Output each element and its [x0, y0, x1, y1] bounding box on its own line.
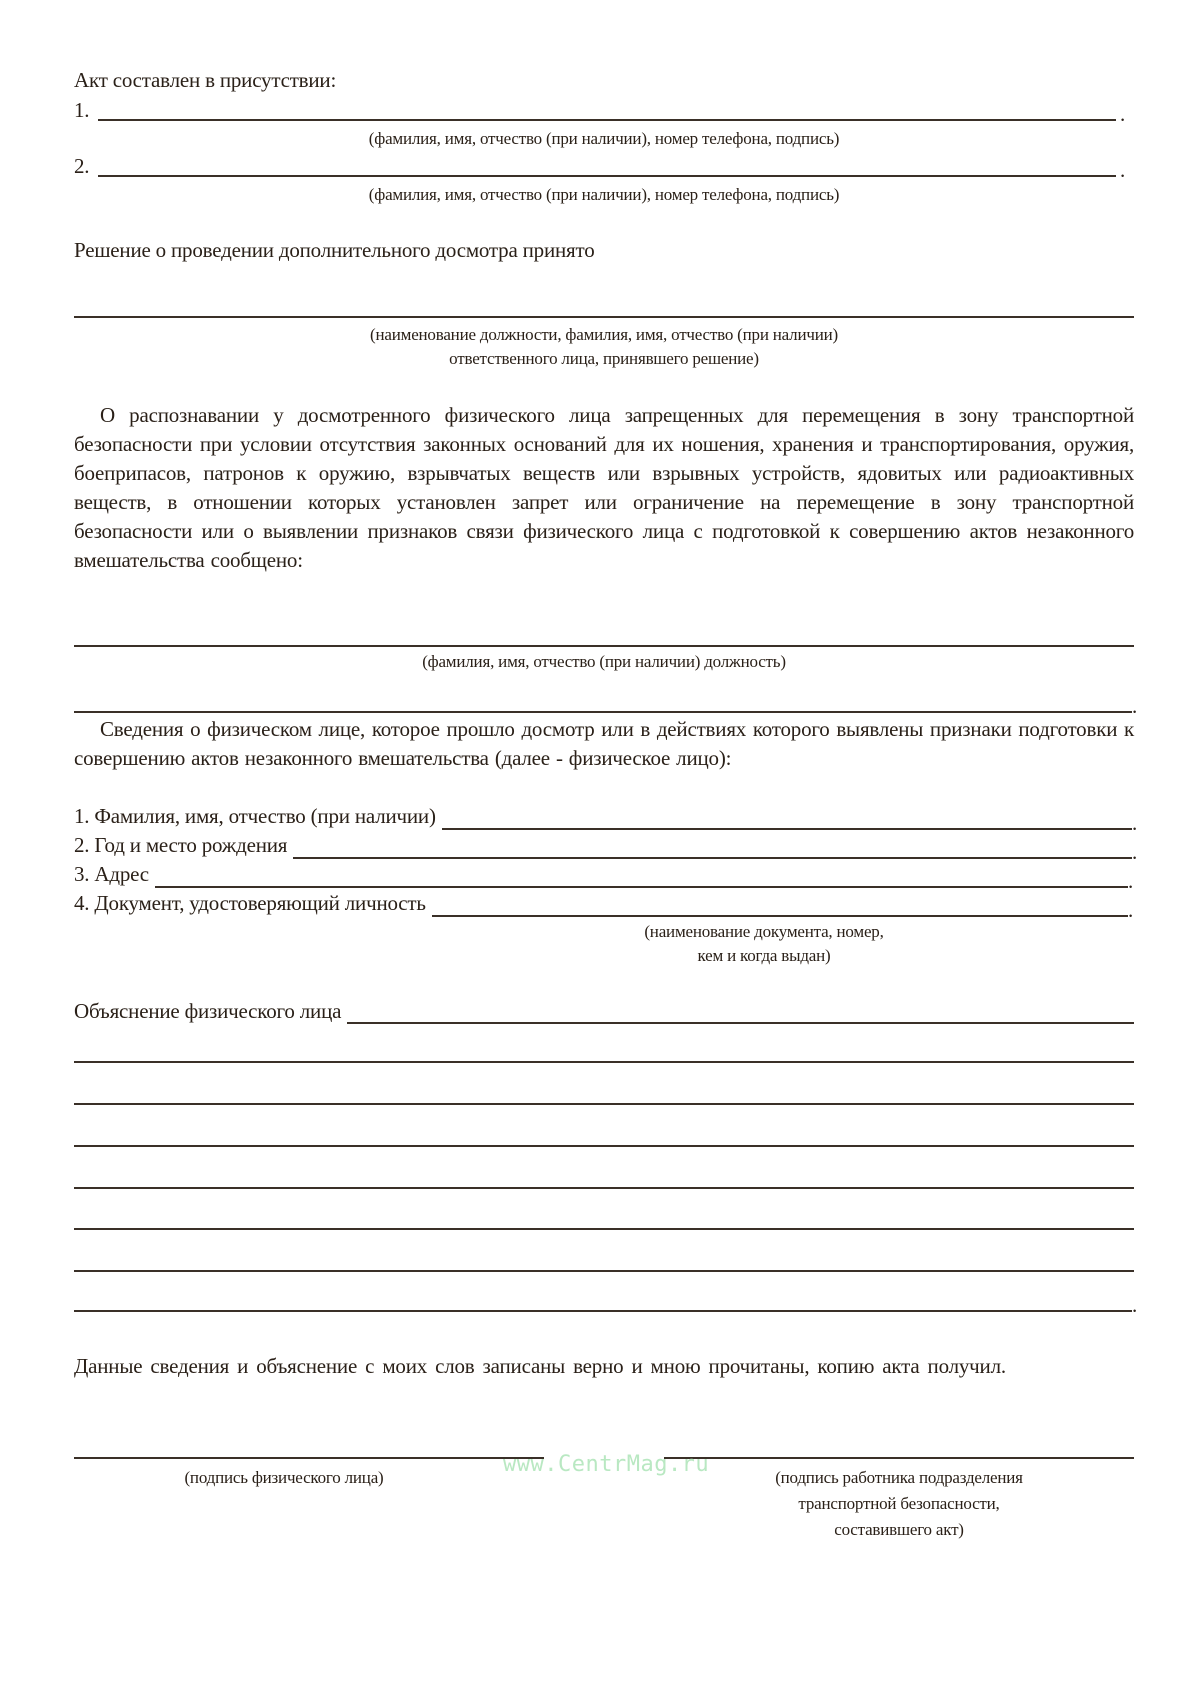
- person-signature-line[interactable]: [74, 1457, 544, 1459]
- field-address-input-line[interactable]: [74, 886, 1128, 888]
- document-caption-line-2: кем и когда выдан): [697, 946, 831, 965]
- decision-caption-line-2: ответственного лица, принявшего решение): [449, 349, 759, 368]
- field-full-name-label: 1. Фамилия, имя, отчество (при наличии): [74, 802, 442, 831]
- confirmation-text: Данные сведения и объяснение с моих слов записаны верно и мною прочитаны, копию акта получил.: [74, 1354, 1006, 1378]
- report-recipient-caption: (фамилия, имя, отчество (при наличии) должность): [422, 652, 786, 671]
- field-full-name-period: .: [1132, 811, 1138, 835]
- decision-heading: Решение о проведении дополнительного досмотра принято: [74, 238, 595, 262]
- officer-signature-caption-line-3: составившего акт): [834, 1520, 964, 1539]
- witness-2-input-line[interactable]: [98, 175, 1116, 177]
- field-address-period: .: [1128, 869, 1134, 893]
- presence-heading: Акт составлен в присутствии:: [74, 68, 337, 92]
- explanation-input-line-4[interactable]: [74, 1145, 1134, 1147]
- explanation-input-line-2[interactable]: [74, 1061, 1134, 1063]
- witness-1-input-line[interactable]: [98, 119, 1116, 121]
- witness-1-number: 1.: [74, 98, 90, 122]
- explanation-input-line-5[interactable]: [74, 1187, 1134, 1189]
- decision-caption-line-1: (наименование должности, фамилия, имя, отчество (при наличии): [370, 325, 838, 344]
- officer-signature-line[interactable]: [664, 1457, 1134, 1459]
- witness-2-period: .: [1120, 158, 1126, 182]
- field-id-document-label: 4. Документ, удостоверяющий личность: [74, 889, 432, 918]
- report-recipient-input-line[interactable]: [74, 645, 1134, 647]
- report-extra-input-line[interactable]: [74, 711, 1132, 713]
- explanation-label: Объяснение физического лица: [74, 997, 347, 1026]
- explanation-input-line-3[interactable]: [74, 1103, 1134, 1105]
- officer-signature-caption-line-1: (подпись работника подразделения: [775, 1468, 1023, 1487]
- report-extra-period: .: [1132, 694, 1138, 718]
- field-birth-period: .: [1132, 840, 1138, 864]
- witness-1-period: .: [1120, 102, 1126, 126]
- witness-1-caption: (фамилия, имя, отчество (при наличии), номер телефона, подпись): [368, 129, 840, 148]
- field-birth-label: 2. Год и место рождения: [74, 831, 293, 860]
- watermark-text: www.CentrMag.ru: [503, 1452, 710, 1477]
- witness-2-caption: (фамилия, имя, отчество (при наличии), номер телефона, подпись): [368, 185, 840, 204]
- explanation-input-line-7[interactable]: [74, 1270, 1134, 1272]
- witness-2-number: 2.: [74, 154, 90, 178]
- field-id-document-period: .: [1128, 898, 1134, 922]
- officer-signature-caption-line-2: транспортной безопасности,: [798, 1494, 1000, 1513]
- field-address-label: 3. Адрес: [74, 860, 155, 889]
- report-paragraph: О распознавании у досмотренного физического лица запрещенных для перемещения в зону транспортной безопасности при условии отсутствия законных оснований для их ношения, хранения и транспортирования, оружия, боеприпасов, патронов к оружию, взрывчатых веществ или взрывных устройств, ядовитых или радиоактивных веществ, в отношении которых установлен запрет или ограничение на перемещение в зону транспортной безопасности или о выявлении признаков связи физического лица с подготовкой к совершению актов незаконного вмешательства сообщено:: [74, 403, 1134, 572]
- person-signature-caption: (подпись физического лица): [184, 1468, 384, 1487]
- explanation-input-line-6[interactable]: [74, 1228, 1134, 1230]
- explanation-period: .: [1132, 1293, 1138, 1317]
- person-intro-paragraph: Сведения о физическом лице, которое прошло досмотр или в действиях которого выявлены признаки подготовки к совершению актов незаконного вмешательства (далее - физическое лицо):: [74, 717, 1134, 770]
- explanation-input-line-8[interactable]: [74, 1310, 1132, 1312]
- document-caption-line-1: (наименование документа, номер,: [644, 922, 884, 941]
- decision-input-line[interactable]: [74, 316, 1134, 318]
